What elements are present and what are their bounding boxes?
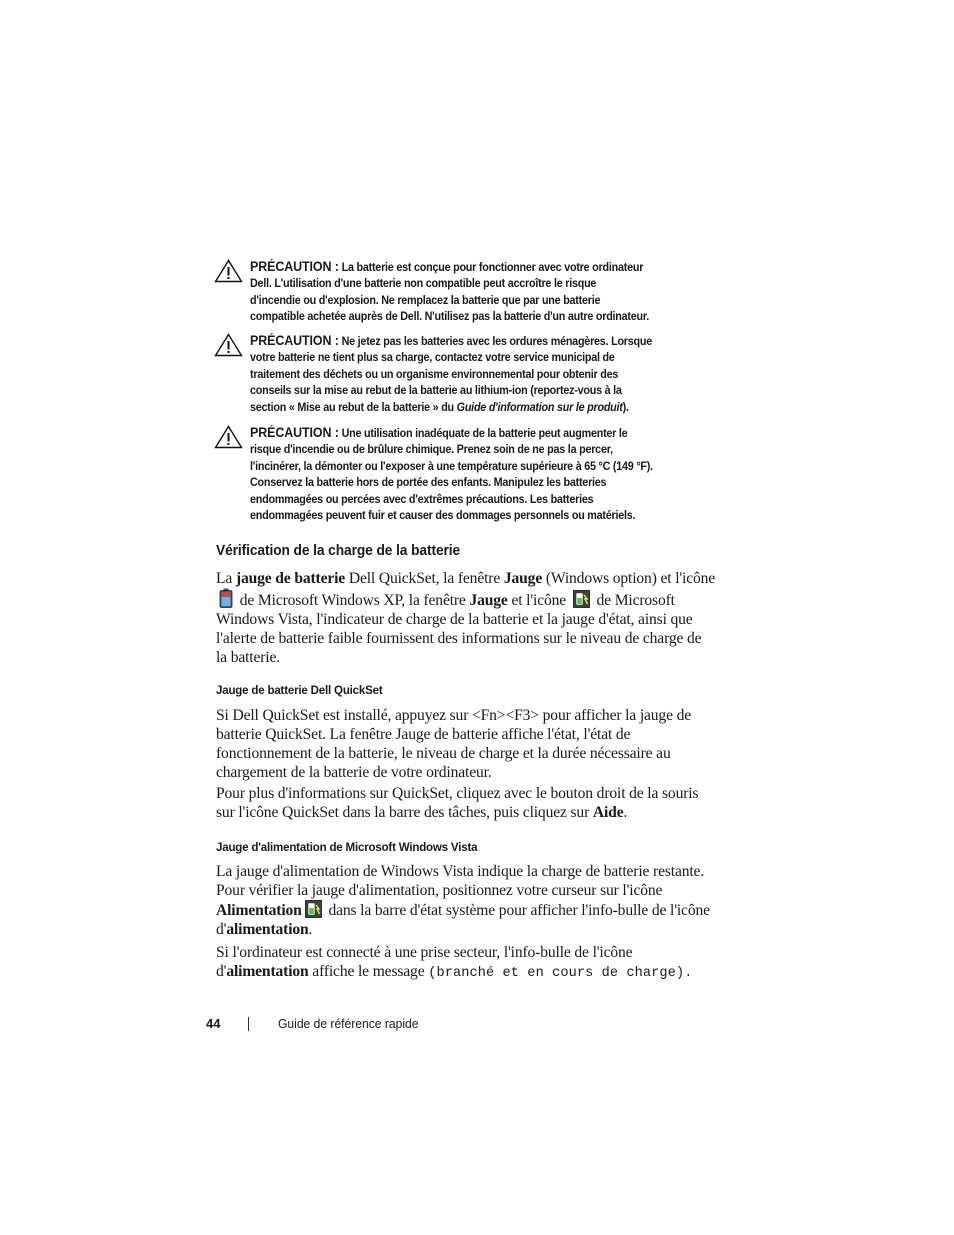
caution-block-3	[214, 425, 716, 524]
battery-icon	[219, 588, 233, 608]
section-title: Vérification de la charge de la batterie	[216, 543, 461, 559]
caution-text-2: PRÉCAUTION : Ne jetez pas les batteries avec les ordures ménagères. Lorsque votre batterie ne tient plus sa charge, contactez votre service municipal de traitement des déchets ou un organisme environnemental pour obtenir des conseils sur la mise au rebut de la batterie au lithium-ion (reportez-vous à la section « Mise au rebut de la batterie » du Guide d'information sur le produit).	[250, 333, 652, 414]
vista-paragraph-2: Si l'ordinateur est connecté à une prise secteur, l'info-bulle de l'icône d'alimentation affiche le message (branché et en cours de charge).	[216, 944, 693, 981]
caution-block-2	[214, 333, 716, 416]
subhead-vista: Jauge d'alimentation de Microsoft Windows Vista	[216, 840, 478, 854]
quickset-paragraph-2: Pour plus d'informations sur QuickSet, cliquez avec le bouton droit de la souris sur l'icône QuickSet dans la barre des tâches, puis cliquez sur Aide.	[216, 785, 699, 821]
caution-label: PRÉCAUTION :	[250, 425, 339, 440]
caution-label: PRÉCAUTION :	[250, 333, 339, 348]
power-meter-icon	[573, 590, 590, 608]
warning-triangle-icon	[214, 333, 243, 357]
vista-paragraph-1: La jauge d'alimentation de Windows Vista indique la charge de batterie restante. Pour vérifier la jauge d'alimentation, positionnez votre curseur sur l'icône Alimentation dans la barre d'état système pour afficher l'info-bulle de l'icône d'alimentation.	[216, 863, 710, 938]
caution-text-3: PRÉCAUTION : Une utilisation inadéquate de la batterie peut augmenter le risque d'incendie ou de brûlure chimique. Prenez soin de ne pas la percer, l'incinérer, la démonter ou l'exposer à une température supérieure à 65 °C (149 °F). Conservez la batterie hors de portée des enfants. Manipulez les batteries endommagées ou percées avec d'extrêmes précautions. Les batteries endommagées peuvent fuir et causer des dommages personnels ou matériels.	[250, 425, 653, 523]
footer-title: Guide de référence rapide	[278, 1016, 419, 1031]
charging-message: (branché et en cours de charge)	[428, 966, 685, 981]
caution-text-1: PRÉCAUTION : La batterie est conçue pour fonctionner avec votre ordinateur Dell. L'utilisation d'une batterie non compatible peut accroître le risque d'incendie ou d'explosion. Ne remplacez la batterie que par une batterie compatible achetée auprès de Dell. N'utilisez pas la batterie d'un autre ordinateur.	[250, 259, 650, 324]
warning-triangle-icon	[214, 425, 243, 449]
caution-block-1	[214, 259, 716, 326]
quickset-paragraph-1: Si Dell QuickSet est installé, appuyez sur <Fn><F3> pour afficher la jauge de batterie QuickSet. La fenêtre Jauge de batterie affiche l'état, l'état de fonctionnement de la batterie, le niveau de charge et la durée nécessaire au chargement de la batterie de votre ordinateur.	[216, 707, 692, 781]
footer-divider	[248, 1017, 249, 1031]
warning-triangle-icon	[214, 259, 243, 283]
page-number: 44	[206, 1016, 221, 1031]
caution-label: PRÉCAUTION :	[250, 259, 339, 274]
power-meter-icon	[305, 900, 322, 918]
intro-paragraph: La jauge de batterie Dell QuickSet, la fenêtre Jauge (Windows option) et l'icône de Microsoft Windows XP, la fenêtre Jauge et l'icône de Microsoft Windows Vista, l'indicateur de charge de la batterie et la jauge d'état, ainsi que l'alerte de batterie faible fournissent des informations sur le niveau de charge de la batterie.	[216, 570, 716, 666]
product-guide-reference: Guide d'information sur le produit	[456, 400, 623, 414]
subhead-quickset: Jauge de batterie Dell QuickSet	[216, 683, 383, 697]
